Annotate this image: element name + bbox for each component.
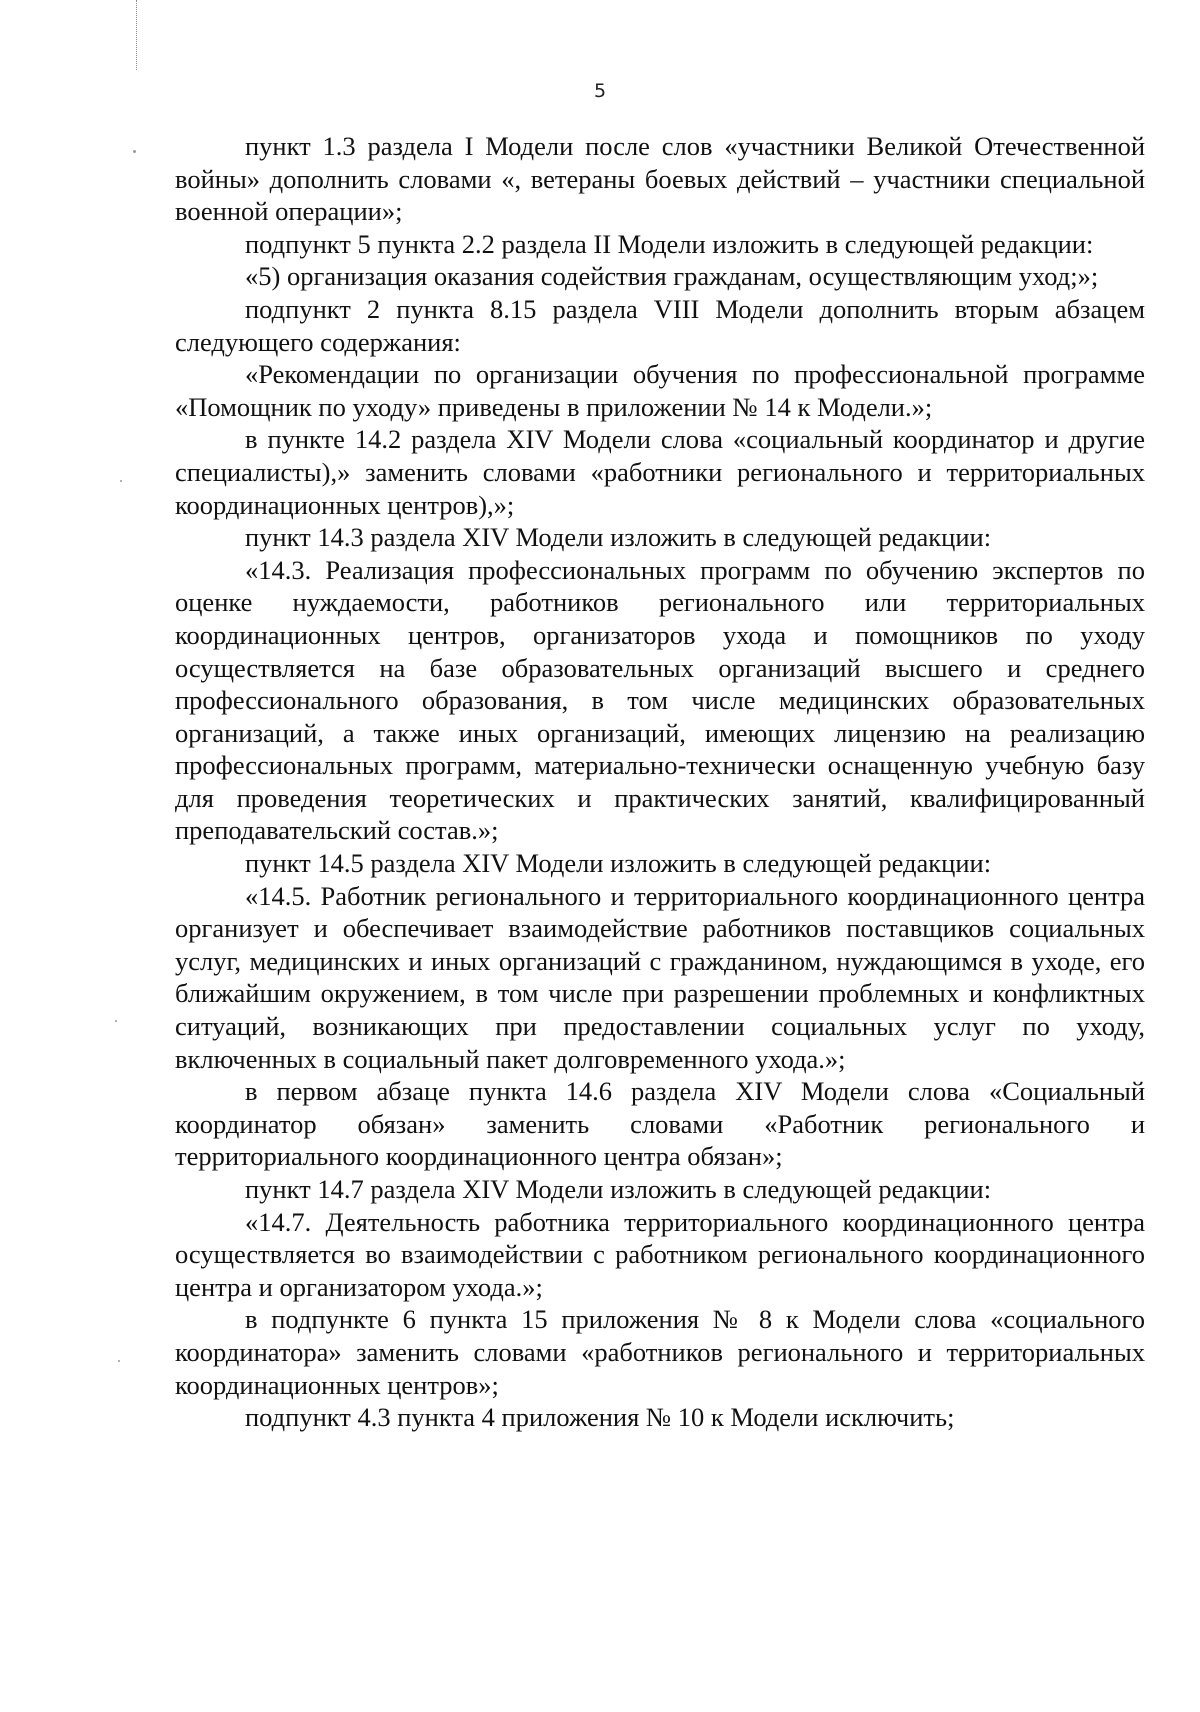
paragraph: пункт 14.5 раздела XIV Модели изложить в следующей редакции: bbox=[245, 848, 992, 879]
paragraph: в первом абзаце пункта 14.6 раздела XIV Модели слова «Социальный координатор обязан» заменить словами «Работник регионального и территориального координационного центра обязан»; bbox=[175, 1076, 1145, 1172]
paragraph: «14.7. Деятельность работника территориального координационного центра осуществляется во взаимодействии с работником регионального координационного центра и организатором ухода.»; bbox=[175, 1206, 1145, 1302]
paragraph: в подпункте 6 пункта 15 приложения № 8 к Модели слова «социального координатора» заменить словами «работников регионального и территориальных координационных центров»; bbox=[175, 1304, 1145, 1400]
paragraph: «14.3. Реализация профессиональных программ по обучению экспертов по оценке нуждаемости, работников регионального или территориальных координационных центров, организаторов ухода и помощников по уходу осуществляется на базе образовательных организаций высшего и среднего профессионального образования, в том числе медицинских образовательных организаций, а также иных организаций, имеющих лицензию на реализацию профессиональных программ, материально-технически оснащенную учебную базу для проведения теоретических и практических занятий, квалифицированный преподавательский состав.»; bbox=[175, 554, 1145, 846]
paragraph: пункт 14.3 раздела XIV Модели изложить в следующей редакции: bbox=[245, 522, 992, 553]
scan-artifact-dot bbox=[120, 480, 122, 482]
paragraph: «14.5. Работник регионального и территориального координационного центра организует и обеспечивает взаимодействие работников поставщиков социальных услуг, медицинских и иных организаций с гражданином, нуждающимся в уходе, его ближайшим окружением, в том числе при разрешении проблемных и конфликтных ситуаций, возникающих при предоставлении социальных услуг по уходу, включенных в социальный пакет долговременного ухода.»; bbox=[175, 880, 1145, 1074]
paragraph: подпункт 5 пункта 2.2 раздела II Модели изложить в следующей редакции: bbox=[245, 228, 1094, 259]
scan-artifact-dot bbox=[115, 1020, 117, 1022]
paragraph: пункт 14.7 раздела XIV Модели изложить в следующей редакции: bbox=[245, 1174, 992, 1204]
paragraph: подпункт 4.3 пункта 4 приложения № 10 к Модели исключить; bbox=[245, 1402, 955, 1433]
paragraph: «Рекомендации по организации обучения по профессиональной программе «Помощник по уходу» приведены в приложении № 14 к Модели.»; bbox=[175, 359, 1145, 422]
paragraph: подпункт 2 пункта 8.15 раздела VIII Модели дополнить вторым абзацем следующего содержания: bbox=[175, 293, 1145, 357]
paragraph: «5) организация оказания содействия гражданам, осуществляющим уход;»; bbox=[245, 261, 1099, 292]
paragraph: в пункте 14.2 раздела XIV Модели слова «социальный координатор и другие специалисты),» заменить словами «работники регионального и территориальных координационных центров),»; bbox=[175, 424, 1145, 520]
scan-artifact-dot bbox=[118, 1360, 120, 1362]
paragraph: пункт 1.3 раздела I Модели после слов «участники Великой Отечественной войны» дополнить словами «, ветераны боевых действий – участники специальной военной операции»; bbox=[175, 131, 1145, 227]
page-number: 5 bbox=[593, 80, 607, 102]
scan-artifact-line bbox=[136, 0, 138, 70]
document-body bbox=[175, 130, 1145, 1434]
scan-artifact-dot bbox=[133, 150, 136, 153]
